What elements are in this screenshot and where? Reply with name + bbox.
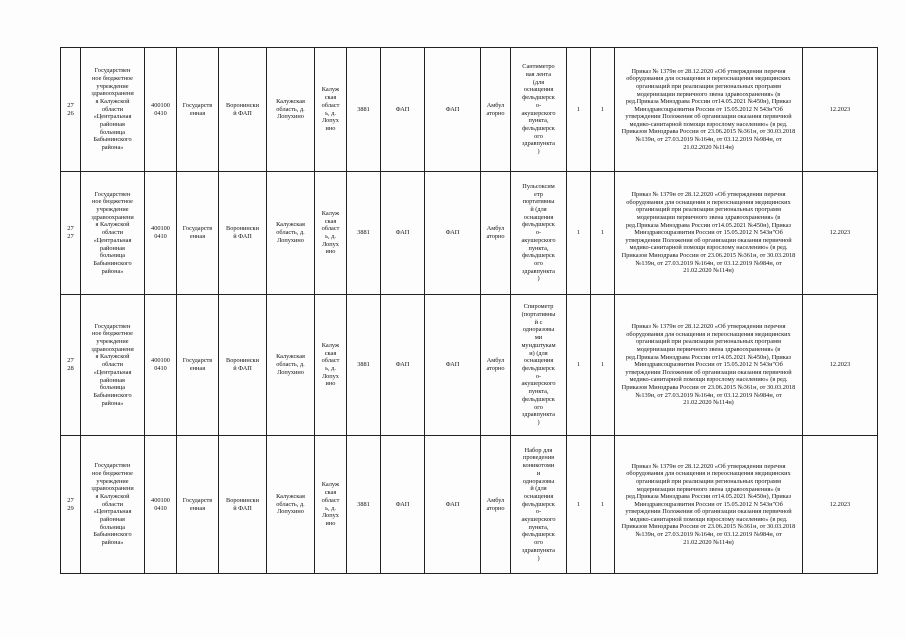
ownership-form: Государств енная <box>177 295 219 436</box>
table-row <box>61 436 878 574</box>
institution-code: 400100 0410 <box>145 295 177 436</box>
row-number: 27 26 <box>61 48 81 172</box>
quantity-planned: 1 <box>591 436 615 574</box>
unit-code: 3881 <box>347 295 381 436</box>
ownership-form: Государств енная <box>177 48 219 172</box>
quantity-planned: 1 <box>591 48 615 172</box>
equipment-name: Набор для проведения коникотоми и одноразовы й (для оснащения фельдшерск о- акушерского пункта, фельдшерск ого здравпункта ) <box>511 436 567 574</box>
unit-name: Воронински й ФАП <box>219 172 267 295</box>
institution-code: 400100 0410 <box>145 436 177 574</box>
unit-code: 3881 <box>347 48 381 172</box>
unit-type-secondary: ФАП <box>425 436 481 574</box>
unit-type: ФАП <box>381 172 425 295</box>
unit-address: Калужская область, д. Лопухино <box>267 436 315 574</box>
care-condition: Амбул аторно <box>481 295 511 436</box>
quantity-planned: 1 <box>591 172 615 295</box>
care-condition: Амбул аторно <box>481 172 511 295</box>
unit-address-short: Калуж ская област ь, д. Лопух ино <box>315 48 347 172</box>
institution-name: Государствен ное бюджетное учреждение здравоохранени я Калужской области «Центральная районная больница Бабынинского района» <box>81 436 145 574</box>
row-number: 27 27 <box>61 172 81 295</box>
unit-name: Воронински й ФАП <box>219 48 267 172</box>
delivery-date: 12.2023 <box>803 172 878 295</box>
unit-code: 3881 <box>347 436 381 574</box>
equipment-name: Сантиметро вая лента (для оснащения фельдшерск о- акушерского пункта, фельдшерск ого здравпункта ) <box>511 48 567 172</box>
institution-code: 400100 0410 <box>145 48 177 172</box>
table-row <box>61 172 878 295</box>
quantity-required: 1 <box>567 295 591 436</box>
regulatory-basis: Приказ № 1379н от 28.12.2020 «Об утверждении перечня оборудования для оснащения и переоснащения медицинских организаций при реализации региональных программ модернизации первичного звена здравоохранения» (в ред.Приказа Минздрава России от14.05.2021 №450н), Приказ Минздравсоцразвития России от 15.05.2012 N 543н"Об утверждении Положения об организации оказания первичной медико-санитарной помощи взрослому населению» (в ред. Приказов Минздрава России от 23.06.2015 №361н, от 30.03.2018 №139н, от 27.03.2019 №164н, от 03.12.2019 №984н, от 21.02.2020 №114н) <box>615 172 803 295</box>
unit-address-short: Калуж ская област ь, д. Лопух ино <box>315 172 347 295</box>
unit-address-short: Калуж ская област ь, д. Лопух ино <box>315 436 347 574</box>
unit-address-short: Калуж ская област ь, д. Лопух ино <box>315 295 347 436</box>
quantity-required: 1 <box>567 172 591 295</box>
unit-address: Калужская область, д. Лопухино <box>267 48 315 172</box>
row-number: 27 28 <box>61 295 81 436</box>
unit-type-secondary: ФАП <box>425 172 481 295</box>
delivery-date: 12.2023 <box>803 295 878 436</box>
unit-address: Калужская область, д. Лопухино <box>267 295 315 436</box>
institution-name: Государствен ное бюджетное учреждение здравоохранени я Калужской области «Центральная районная больница Бабынинского района» <box>81 295 145 436</box>
institution-name: Государствен ное бюджетное учреждение здравоохранени я Калужской области «Центральная районная больница Бабынинского района» <box>81 48 145 172</box>
regulatory-basis: Приказ № 1379н от 28.12.2020 «Об утверждении перечня оборудования для оснащения и переоснащения медицинских организаций при реализации региональных программ модернизации первичного звена здравоохранения» (в ред.Приказа Минздрава России от14.05.2021 №450н), Приказ Минздравсоцразвития России от 15.05.2012 N 543н"Об утверждении Положения об организации оказания первичной медико-санитарной помощи взрослому населению» (в ред. Приказов Минздрава России от 23.06.2015 №361н, от 30.03.2018 №139н, от 27.03.2019 №164н, от 03.12.2019 №984н, от 21.02.2020 №114н) <box>615 48 803 172</box>
equipment-name: Спирометр (портативны й с одноразовы ми мундштукам и) (для оснащения фельдшерск о- акушерского пункта, фельдшерск ого здравпункта ) <box>511 295 567 436</box>
delivery-date: 12.2023 <box>803 48 878 172</box>
institution-code: 400100 0410 <box>145 172 177 295</box>
quantity-required: 1 <box>567 48 591 172</box>
row-number: 27 29 <box>61 436 81 574</box>
quantity-planned: 1 <box>591 295 615 436</box>
equipment-register-table <box>60 47 878 574</box>
regulatory-basis: Приказ № 1379н от 28.12.2020 «Об утверждении перечня оборудования для оснащения и переоснащения медицинских организаций при реализации региональных программ модернизации первичного звена здравоохранения» (в ред.Приказа Минздрава России от14.05.2021 №450н), Приказ Минздравсоцразвития России от 15.05.2012 N 543н"Об утверждении Положения об организации оказания первичной медико-санитарной помощи взрослому населению» (в ред. Приказов Минздрава России от 23.06.2015 №361н, от 30.03.2018 №139н, от 27.03.2019 №164н, от 03.12.2019 №984н, от 21.02.2020 №114н) <box>615 295 803 436</box>
care-condition: Амбул аторно <box>481 436 511 574</box>
unit-type-secondary: ФАП <box>425 48 481 172</box>
quantity-required: 1 <box>567 436 591 574</box>
table-row <box>61 48 878 172</box>
unit-type: ФАП <box>381 295 425 436</box>
unit-name: Воронински й ФАП <box>219 436 267 574</box>
regulatory-basis: Приказ № 1379н от 28.12.2020 «Об утверждении перечня оборудования для оснащения и переоснащения медицинских организаций при реализации региональных программ модернизации первичного звена здравоохранения» (в ред.Приказа Минздрава России от14.05.2021 №450н), Приказ Минздравсоцразвития России от 15.05.2012 N 543н"Об утверждении Положения об организации оказания первичной медико-санитарной помощи взрослому населению» (в ред. Приказов Минздрава России от 23.06.2015 №361н, от 30.03.2018 №139н, от 27.03.2019 №164н, от 03.12.2019 №984н, от 21.02.2020 №114н) <box>615 436 803 574</box>
equipment-name: Пульсоксим етр портативны й (для оснащения фельдшерск о- акушерского пункта, фельдшерск ого здравпункта ) <box>511 172 567 295</box>
unit-type: ФАП <box>381 436 425 574</box>
unit-address: Калужская область, д. Лопухино <box>267 172 315 295</box>
table-row <box>61 295 878 436</box>
ownership-form: Государств енная <box>177 436 219 574</box>
unit-code: 3881 <box>347 172 381 295</box>
unit-name: Воронински й ФАП <box>219 295 267 436</box>
unit-type-secondary: ФАП <box>425 295 481 436</box>
care-condition: Амбул аторно <box>481 48 511 172</box>
unit-type: ФАП <box>381 48 425 172</box>
delivery-date: 12.2023 <box>803 436 878 574</box>
institution-name: Государствен ное бюджетное учреждение здравоохранени я Калужской области «Центральная районная больница Бабынинского района» <box>81 172 145 295</box>
ownership-form: Государств енная <box>177 172 219 295</box>
